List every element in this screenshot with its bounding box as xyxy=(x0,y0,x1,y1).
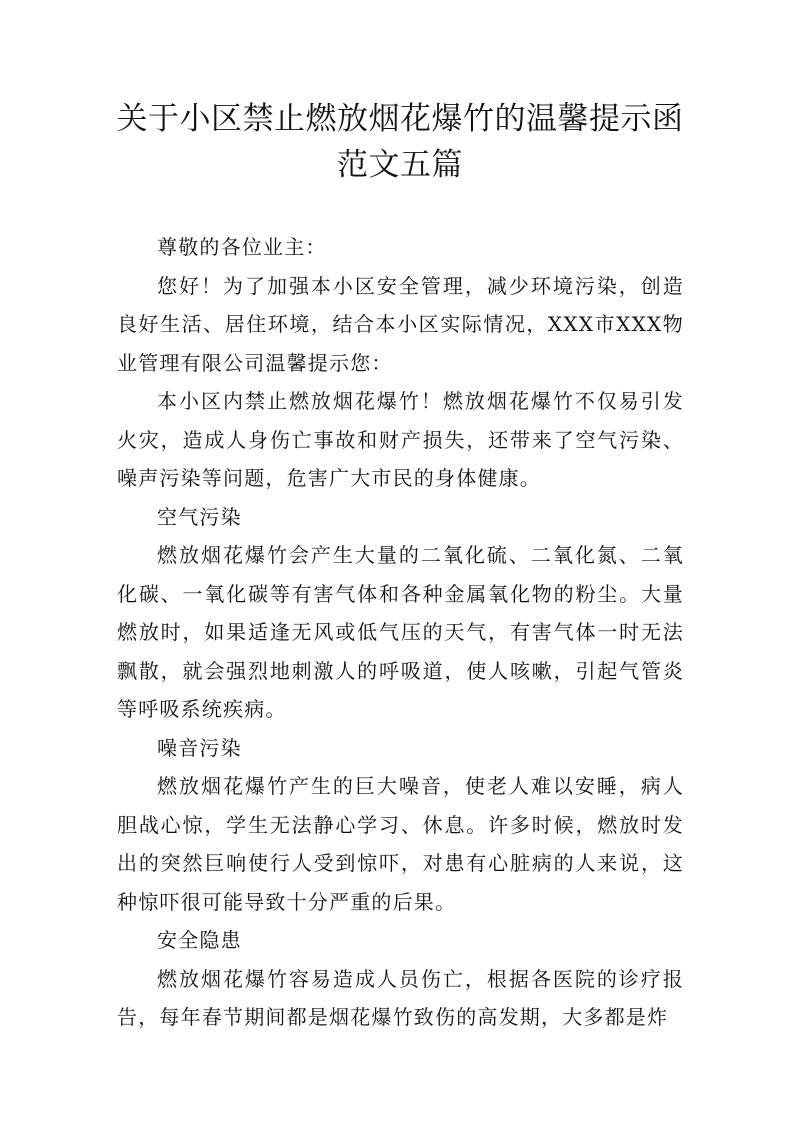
section-heading-noise-pollution: 噪音污染 xyxy=(157,735,242,760)
air-pollution-paragraph: 燃放烟花爆竹会产生大量的二氧化硫、二氧化氮、二氧化碳、一氧化碳等有害气体和各种金属氧化物的粉尘。大量燃放时，如果适逢无风或低气压的天气，有害气体一时无法飘散，就会强烈地刺激人的呼吸道，使人咳嗽，引起气管炎等呼吸系统疾病。 xyxy=(117,543,684,721)
noise-pollution-paragraph: 燃放烟花爆竹产生的巨大噪音，使老人难以安睡，病人胆战心惊，学生无法静心学习、休息。许多时候，燃放时发出的突然巨响使行人受到惊吓，对患有心脏病的人来说，这种惊吓很可能导致十分严重的后果。 xyxy=(117,774,684,914)
title-line-2: 范文五篇 xyxy=(337,147,463,183)
safety-hazard-paragraph: 燃放烟花爆竹容易造成人员伤亡，根据各医院的诊疗报告，每年春节期间都是烟花爆竹致伤的高发期，大多都是炸 xyxy=(117,966,684,1029)
title-line-1: 关于小区禁止燃放烟花爆竹的温馨提示函 xyxy=(116,101,684,137)
document-body xyxy=(117,228,684,1037)
salutation: 尊敬的各位业主： xyxy=(157,235,327,259)
document-title xyxy=(100,96,700,188)
prohibition-paragraph: 本小区内禁止燃放烟花爆竹！燃放烟花爆竹不仅易引发火灾，造成人身伤亡事故和财产损失，还带来了空气污染、噪声污染等问题，危害广大市民的身体健康。 xyxy=(117,389,684,490)
section-heading-air-pollution: 空气污染 xyxy=(157,504,242,529)
section-heading-safety-hazard: 安全隐患 xyxy=(157,928,242,952)
intro-paragraph: 您好！为了加强本小区安全管理，减少环境污染，创造良好生活、居住环境，结合本小区实际情况，XXX市XXX物业管理有限公司温馨提示您： xyxy=(117,273,684,375)
